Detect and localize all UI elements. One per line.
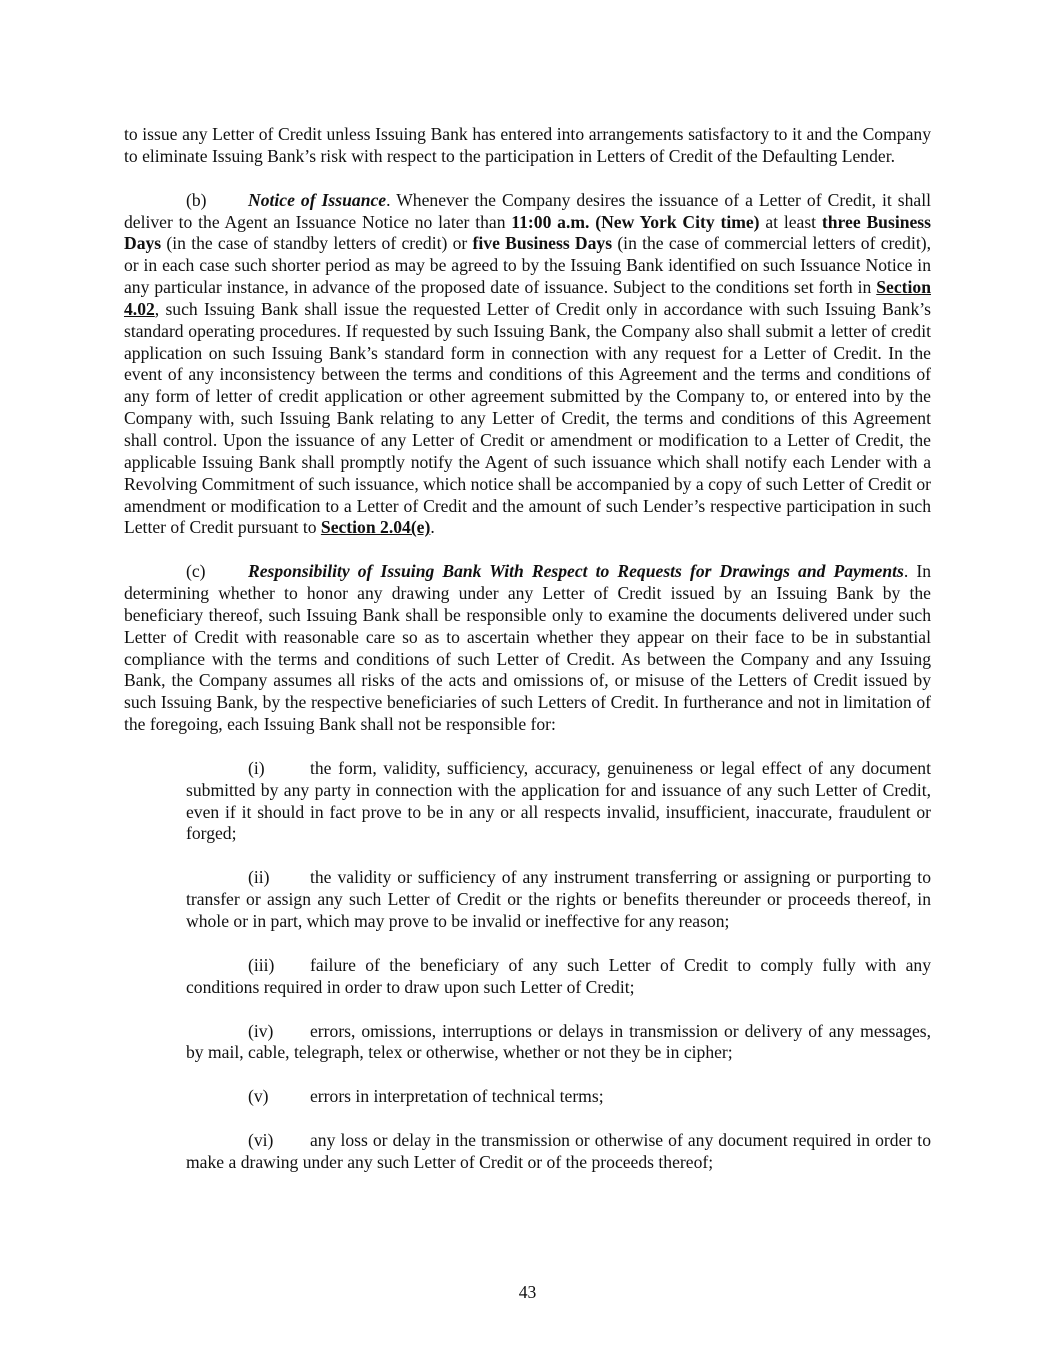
clause-heading-b: Notice of Issuance — [248, 189, 387, 210]
list-item-iii: (iii) failure of the beneficiary of any such Letter of Credit to comply fully with any conditions required in order to draw upon such Letter of Credit; — [186, 954, 931, 997]
paragraph-c: (c) Responsibility of Issuing Bank With Respect to Requests for Drawings and Payments. In determining whether to honor any drawing under any Letter of Credit issued by an Issuing Bank by the beneficiary thereof, such Issuing Bank shall be responsible only to examine the documents delivered under such Letter of Credit with reasonable care so as to ascertain whether they appear on their face to be in substantial compliance with the terms and conditions of such Letter of Credit. As between the Company and any Issuing Bank, the Company assumes all risks of the acts and omissions of, or misuse of the Letters of Credit issued by such Issuing Bank, by the respective beneficiaries of such Letters of Credit. In furtherance and not in limitation of the foregoing, each Issuing Bank shall not be responsible for: — [124, 561, 932, 735]
clause-heading-c: Responsibility of Issuing Bank With Respect to Requests for Drawings and Payments — [248, 561, 904, 582]
list-item-iv: (iv) errors, omissions, interruptions or delays in transmission or delivery of any messages, by mail, cable, telegraph, telex or otherwise, whether or not they be in cipher; — [186, 1020, 931, 1063]
list-item-ii: (ii) the validity or sufficiency of any instrument transferring or assigning or purporting to transfer or assign any such Letter of Credit or the rights or benefits thereunder or proceeds thereof, in whole or in part, which may prove to be invalid or ineffective for any reason; — [186, 867, 931, 931]
item-marker: (vi) — [248, 1130, 274, 1151]
document-page — [124, 124, 931, 1196]
paragraph-continuation: to issue any Letter of Credit unless Issuing Bank has entered into arrangements satisfactory to it and the Company to eliminate Issuing Bank’s risk with respect to the participation in Letters of Credit of the Defaulting Lender. — [124, 124, 931, 166]
item-marker: (i) — [248, 757, 265, 778]
section-reference-2-04e: Section 2.04(e) — [320, 517, 431, 538]
clause-marker-c: (c) — [186, 561, 206, 582]
section-reference-4-02: Section 4.02 — [124, 277, 931, 319]
item-marker: (ii) — [248, 867, 270, 888]
clause-marker-b: (b) — [186, 189, 207, 210]
page-number: 43 — [518, 1282, 537, 1302]
list-item-i: (i) the form, validity, sufficiency, accuracy, genuineness or legal effect of any document submitted by any party in connection with the application for and issuance of any such Letter of Credit, even if it should in fact prove to be in any or all respects invalid, insufficient, inaccurate, fraudulent or forged; — [186, 757, 931, 844]
paragraph-b: (b) Notice of Issuance. Whenever the Company desires the issuance of a Letter of Credit, it shall deliver to the Agent an Issuance Notice no later than 11:00 a.m. (New York City time) at least three Business Days (in the case of standby letters of credit) or five Business Days (in the case of commercial letters of credit), or in each case such shorter period as may be agreed to by the Issuing Bank identified on such Issuance Notice in any particular instance, in advance of the proposed date of issuance. Subject to the conditions set forth in Section 4.02, such Issuing Bank shall issue the requested Letter of Credit only in accordance with such Issuing Bank’s standard operating procedures. If requested by such Issuing Bank, the Company also shall submit a letter of credit application on such Issuing Bank’s standard form in connection with any request for a Letter of Credit. In the event of any inconsistency between the terms and conditions of this Agreement and the terms and conditions of any form of letter of credit application or other agreement submitted by the Company to, or entered into by the Company with, such Issuing Bank relating to any Letter of Credit, the terms and conditions of this Agreement shall control. Upon the issuance of any Letter of Credit or amendment or modification to a Letter of Credit, the applicable Issuing Bank shall promptly notify the Agent of such issuance which shall notify each Lender with a Revolving Commitment of such issuance, which notice shall be accompanied by a copy of such Letter of Credit or amendment or modification to a Letter of Credit and the amount of such Lender’s respective participation in such Letter of Credit pursuant to Section 2.04(e). — [124, 189, 932, 538]
list-item-vi: (vi) any loss or delay in the transmission or otherwise of any document required in order to make a drawing under any such Letter of Credit or of the proceeds thereof; — [186, 1130, 931, 1172]
list-item-v: (v) errors in interpretation of technical terms; — [248, 1086, 604, 1107]
item-marker: (iii) — [248, 954, 275, 975]
item-marker: (v) — [248, 1086, 269, 1107]
item-marker: (iv) — [248, 1020, 274, 1041]
